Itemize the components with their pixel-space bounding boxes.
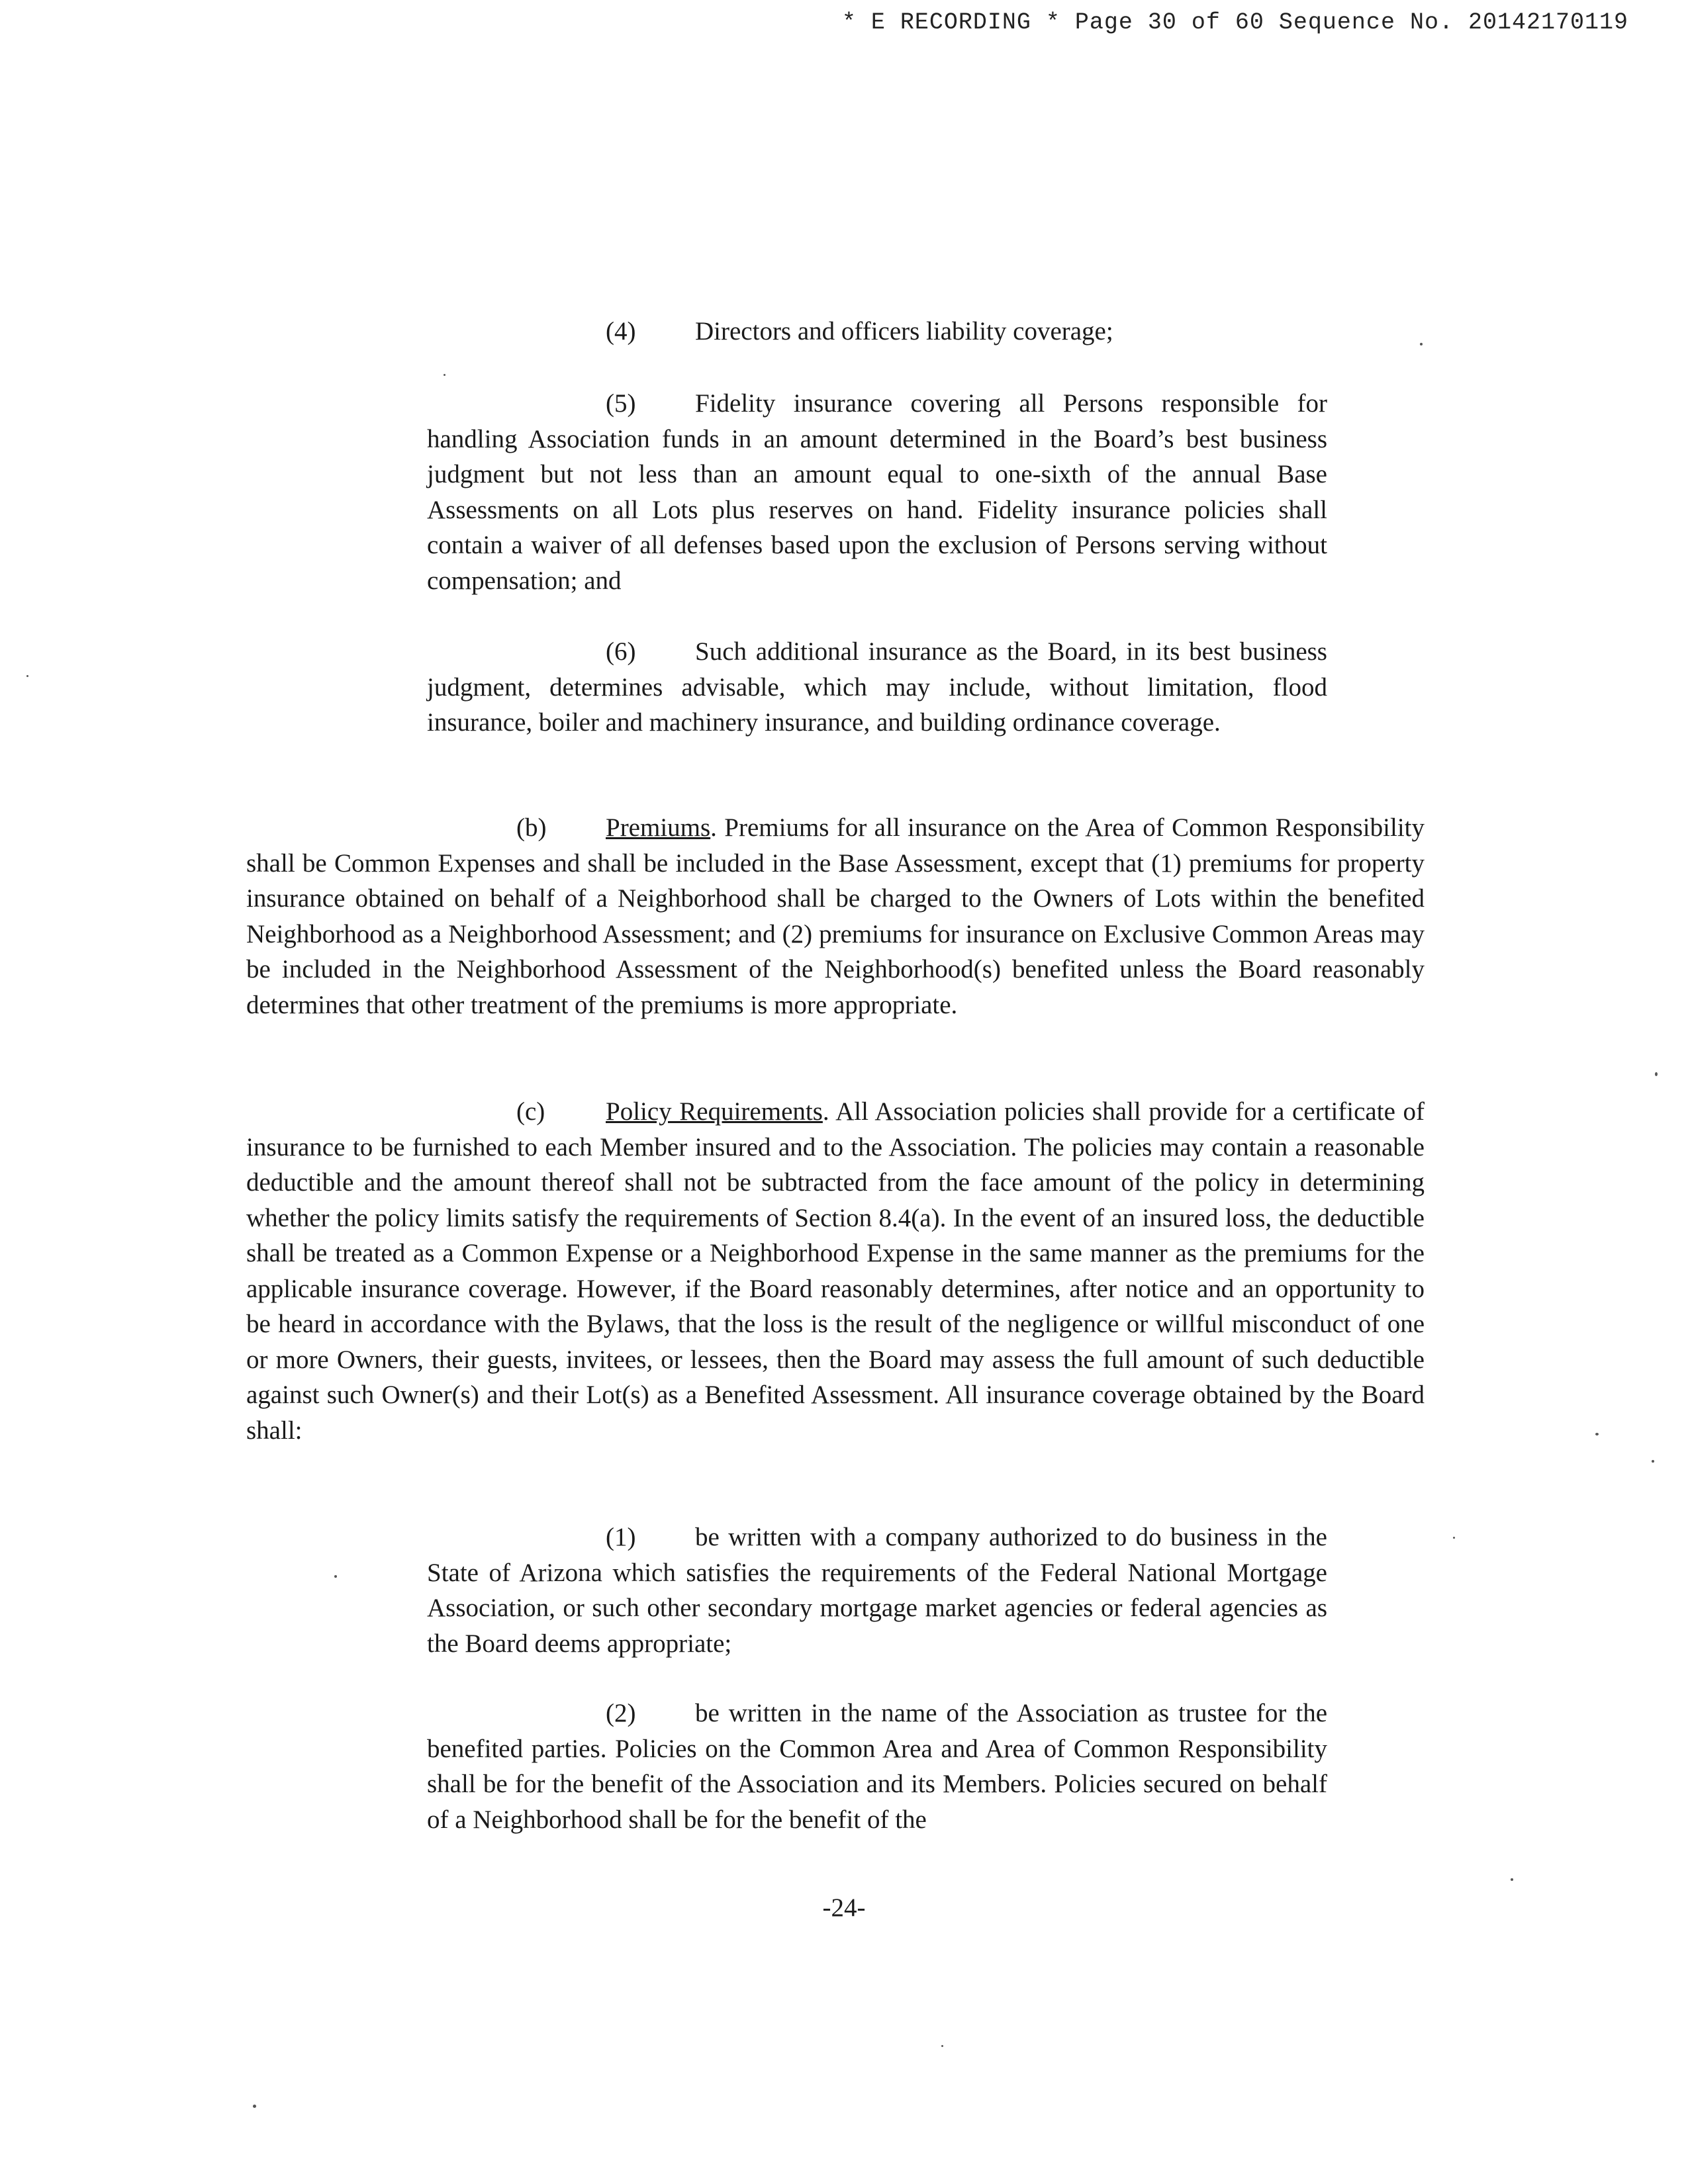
item-number: (2) [606,1699,636,1727]
item-text: Such additional insurance as the Board, in its best business judgment, determines advisable, which may include, without limitation, flood insurance, boiler and machinery insurance, and building ordinance coverage. [427,637,1327,737]
paragraph-b-premiums [246,810,1425,1023]
section-text: . Premiums for all insurance on the Area of Common Responsibility shall be Common Expenses and shall be included in the Base Assessment, except that (1) premiums for property insurance obtained on behalf of a Neighborhood shall be charged to the Owners of Lots within the benefited Neighborhood as a Neighborhood Assessment; and (2) premiums for insurance on Exclusive Common Areas may be included in the Neighborhood Assessment of the Neighborhood(s) benefited unless the Board reasonably determines that other treatment of the premiums is more appropriate. [246,813,1425,1019]
item-text: be written in the name of the Association as trustee for the benefited parties. Policies on the Common Area and Area of Common Responsibility shall be for the benefit of the Association and its Members. Policies secured on behalf of a Neighborhood shall be for the benefit of the [427,1699,1327,1834]
item-number: (4) [606,317,636,345]
page-number: -24- [822,1893,866,1922]
scan-speck [334,1575,337,1578]
scan-speck [1595,1433,1599,1435]
item-number: (1) [606,1523,636,1551]
scan-speck [1453,1537,1455,1539]
paragraph-item-4 [427,314,1327,349]
item-text: Fidelity insurance covering all Persons responsible for handling Association funds in an amount determined in the Board’s best business judgment but not less than an amount equal to one-sixth of the annual Base Assessments on all Lots plus reserves on hand. Fidelity insurance policies shall contain a waiver of all defenses based upon the exclusion of Persons serving without compensation; and [427,389,1327,595]
scan-speck [253,2105,256,2108]
paragraph-item-6 [427,634,1327,741]
scan-speck [941,2045,943,2047]
recording-header: * E RECORDING * Page 30 of 60 Sequence No. 20142170119 [841,9,1628,36]
scan-speck [26,675,28,677]
scan-speck [1655,1072,1658,1076]
paragraph-item-5 [427,386,1327,598]
scan-speck [1652,1460,1654,1463]
item-text: be written with a company authorized to do business in the State of Arizona which satisfies the requirements of the Federal National Mortgage Association, or such other secondary mortgage market agencies or federal agencies as the Board deems appropriate; [427,1523,1327,1658]
scan-speck [444,374,445,376]
paragraph-c-item-1 [427,1520,1327,1661]
scan-speck [1511,1878,1513,1881]
item-text: Directors and officers liability coverage; [695,317,1113,345]
scan-speck [1420,343,1423,345]
paragraph-c-item-2 [427,1696,1327,1837]
section-letter: (c) [516,1097,545,1126]
section-caption: Policy Requirements [606,1097,823,1126]
section-text: . All Association policies shall provide for a certificate of insurance to be furnished to each Member insured and to the Association. The policies may contain a reasonable deductible and the amount thereof shall not be subtracted from the face amount of the policy in determining whether the policy limits satisfy the requirements of Section 8.4(a). In the event of an insured loss, the deductible shall be treated as a Common Expense or a Neighborhood Expense in the same manner as the premiums for the applicable insurance coverage. However, if the Board reasonably determines, after notice and an opportunity to be heard in accordance with the Bylaws, that the loss is the result of the negligence or willful misconduct of one or more Owners, their guests, invitees, or lessees, then the Board may assess the full amount of such deductible against such Owner(s) and their Lot(s) as a Benefited Assessment. All insurance coverage obtained by the Board shall: [246,1097,1425,1445]
paragraph-c-policy-requirements [246,1094,1425,1448]
item-number: (6) [606,637,636,666]
section-caption: Premiums [606,813,711,842]
item-number: (5) [606,389,636,418]
section-letter: (b) [516,813,547,842]
